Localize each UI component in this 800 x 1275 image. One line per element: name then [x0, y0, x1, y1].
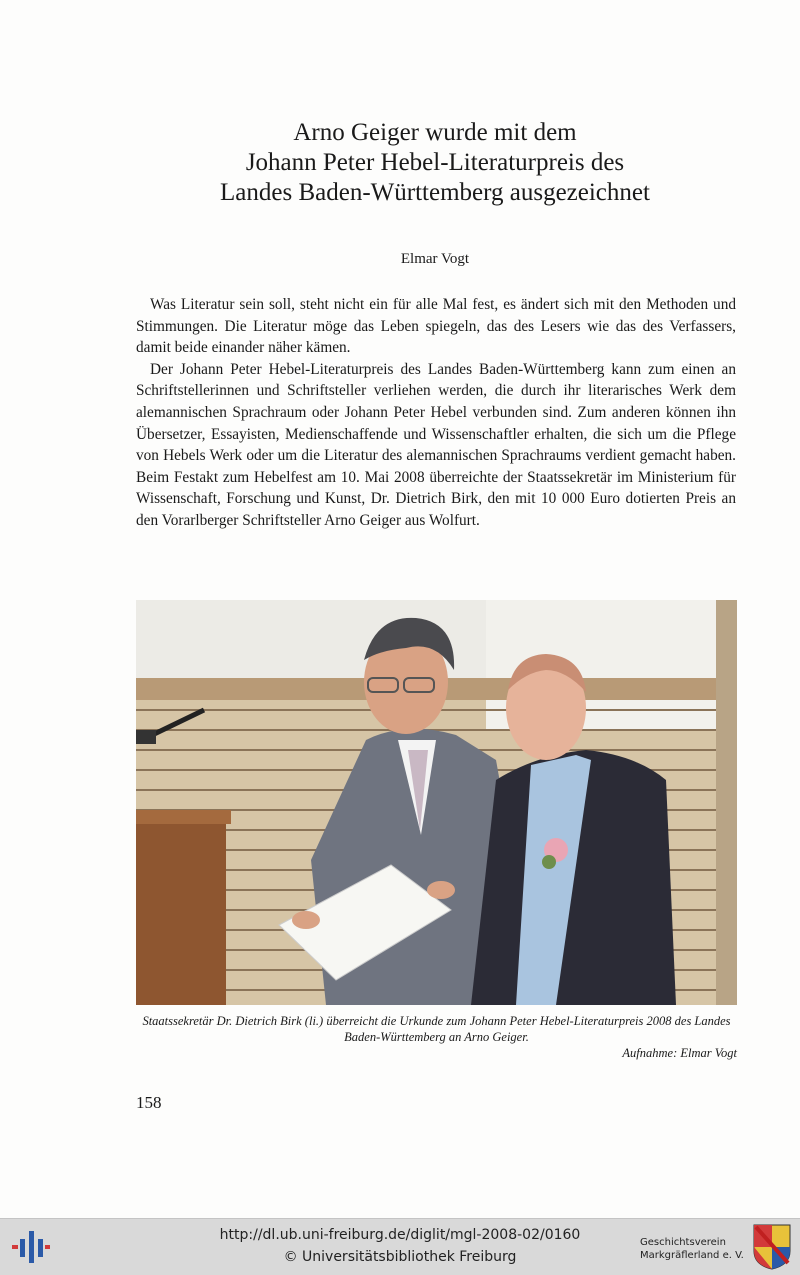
organization-line: Geschichtsverein: [640, 1237, 726, 1248]
article-body: [136, 294, 736, 532]
award-photo: [136, 600, 737, 1005]
page-number: 158: [136, 1093, 162, 1112]
document-url-link[interactable]: http://dl.ub.uni-freiburg.de/diglit/mgl-2008-02/0160: [219, 1227, 581, 1243]
ub-freiburg-logo-icon[interactable]: [10, 1229, 50, 1265]
organization-line: Markgräflerland e. V.: [640, 1250, 744, 1261]
title-line: Johann Peter Hebel-Literaturpreis des: [245, 149, 625, 176]
body-paragraph: Was Literatur sein soll, steht nicht ein für alle Mal fest, es ändert sich mit den Methoden und Stimmungen. Die Literatur möge das Leben spiegeln, das des Lesers wie das des Verfassers, damit beide einander näher kämen.: [136, 296, 736, 357]
photo-credit: Aufnahme: Elmar Vogt: [622, 1046, 737, 1060]
coat-of-arms-icon[interactable]: [752, 1223, 792, 1271]
title-line: Arno Geiger wurde mit dem: [293, 119, 577, 146]
body-paragraph: Der Johann Peter Hebel-Literaturpreis des Landes Baden-Württemberg kann zum einen an Schriftstellerinnen und Schriftsteller verliehen werden, die durch ihr literarisches Werk dem alemannischen Sprachraum oder Johann Peter Hebel verbunden sind. Zum anderen können ihn Übersetzer, Essayisten, Medienschaffende und Wissenschaftler erhalten, die sich um die Pflege von Hebels Werk oder um die Literatur des alemannischen Sprachraums verdient gemacht haben. Beim Festakt zum Hebelfest am 10. Mai 2008 überreichte der Staatssekretär im Ministerium für Wissenschaft, Forschung und Kunst, Dr. Dietrich Birk, den mit 10 000 Euro dotierten Preis an den Vorarlberger Schriftsteller Arno Geiger aus Wolfurt.: [136, 360, 736, 529]
award-photo-illustration: [136, 600, 737, 1005]
viewer-footer: [0, 1218, 800, 1275]
article-author: Elmar Vogt: [400, 251, 470, 267]
photo-caption: Staatssekretär Dr. Dietrich Birk (li.) überreicht die Urkunde zum Johann Peter Hebel-Literaturpreis 2008 des Landes Baden-Württemberg an Arno Geiger.: [142, 1014, 731, 1044]
title-line: Landes Baden-Württemberg ausgezeichnet: [220, 179, 650, 206]
article-title: [100, 118, 770, 208]
organization-name: [640, 1236, 750, 1262]
copyright-text: © Universitätsbibliothek Freiburg: [283, 1249, 517, 1265]
